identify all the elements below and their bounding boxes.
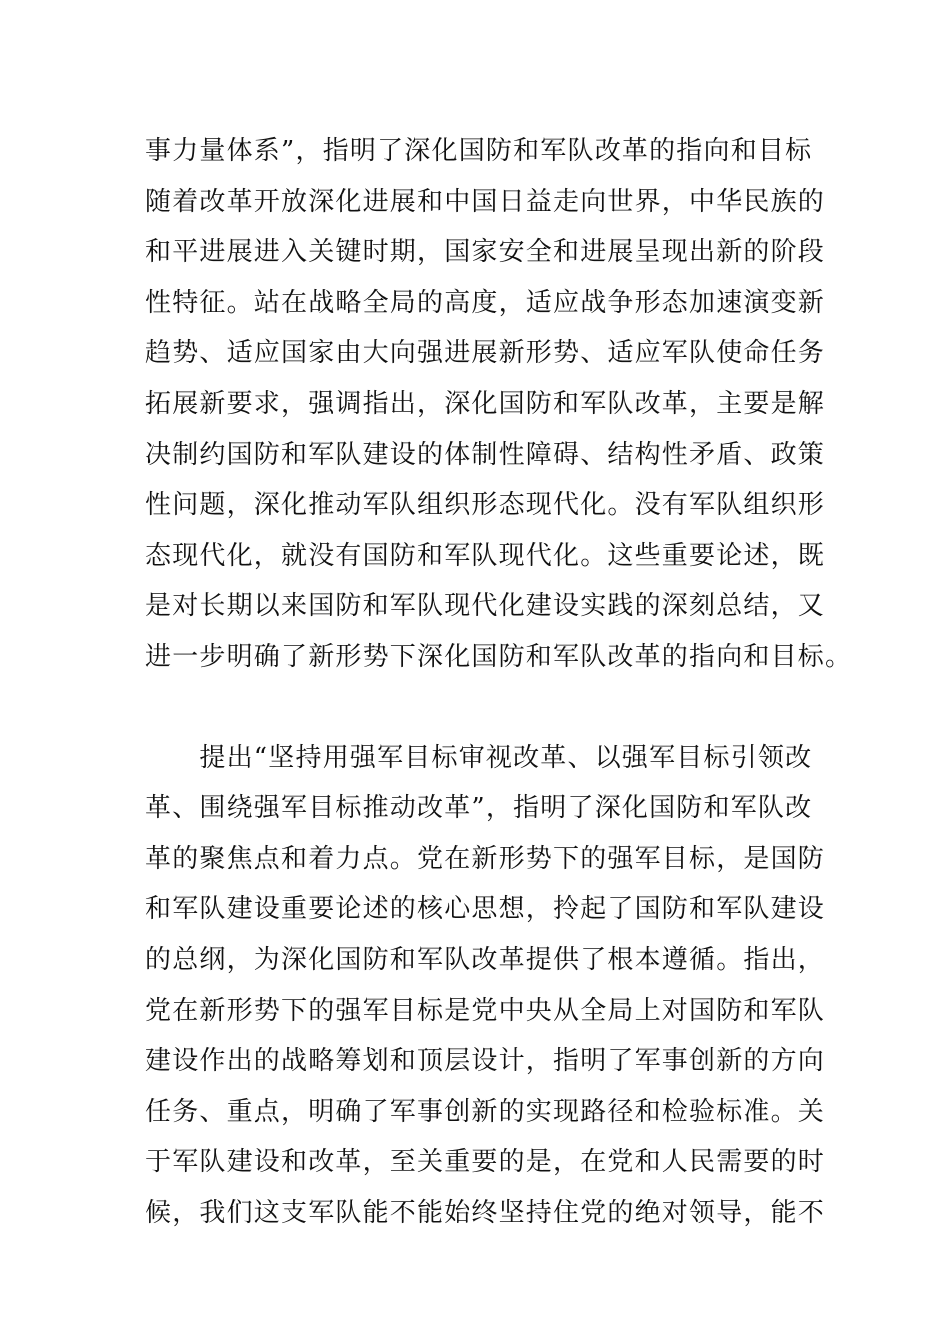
text-line: 于军队建设和改革，至关重要的是，在党和人民需要的时 xyxy=(145,1147,826,1178)
text-line: 党在新形势下的强军目标是党中央从全局上对国防和军队 xyxy=(145,995,826,1026)
text-line: 任务、重点，明确了军事创新的实现路径和检验标准。关 xyxy=(145,1096,826,1127)
text-line: 提出“坚持用强军目标审视改革、以强军目标引领改 xyxy=(145,742,813,773)
text-line: 决制约国防和军队建设的体制性障碍、结构性矛盾、政策 xyxy=(145,439,826,470)
paragraph-2 xyxy=(145,733,826,1239)
text-line: 和军队建设重要论述的核心思想，拎起了国防和军队建设 xyxy=(145,894,826,925)
text-line: 是对长期以来国防和军队现代化建设实践的深刻总结，又 xyxy=(145,591,826,622)
text-line: 的总纲，为深化国防和军队改革提供了根本遵循。指出， xyxy=(145,944,826,975)
text-line: 趋势、适应国家由大向强进展新形势、适应军队使命任务 xyxy=(145,338,826,369)
text-line: 态现代化，就没有国防和军队现代化。这些重要论述，既 xyxy=(145,540,826,571)
text-line: 拓展新要求，强调指出，深化国防和军队改革，主要是解 xyxy=(145,388,826,419)
text-line: 候，我们这支军队能不能始终坚持住党的绝对领导，能不 xyxy=(145,1197,826,1228)
text-line: 进一步明确了新形势下深化国防和军队改革的指向和目标。 xyxy=(145,641,853,672)
text-line: 性问题，深化推动军队组织形态现代化。没有军队组织形 xyxy=(145,490,826,521)
text-line: 革的聚焦点和着力点。党在新形势下的强军目标，是国防 xyxy=(145,843,826,874)
text-line: 随着改革开放深化进展和中国日益走向世界，中华民族的 xyxy=(145,186,826,217)
document-body xyxy=(145,126,853,1238)
text-line: 和平进展进入关键时期，国家安全和进展呈现出新的阶段 xyxy=(145,237,826,268)
paragraph-1 xyxy=(145,126,853,683)
paragraph-spacer xyxy=(145,683,807,733)
text-line: 革、围绕强军目标推动改革”，指明了深化国防和军队改 xyxy=(145,793,813,824)
text-line: 事力量体系”，指明了深化国防和军队改革的指向和目标 xyxy=(145,136,813,166)
text-line: 性特征。站在战略全局的高度，适应战争形态加速演变新 xyxy=(145,287,826,318)
text-line: 建设作出的战略筹划和顶层设计，指明了军事创新的方向 xyxy=(145,1046,826,1077)
